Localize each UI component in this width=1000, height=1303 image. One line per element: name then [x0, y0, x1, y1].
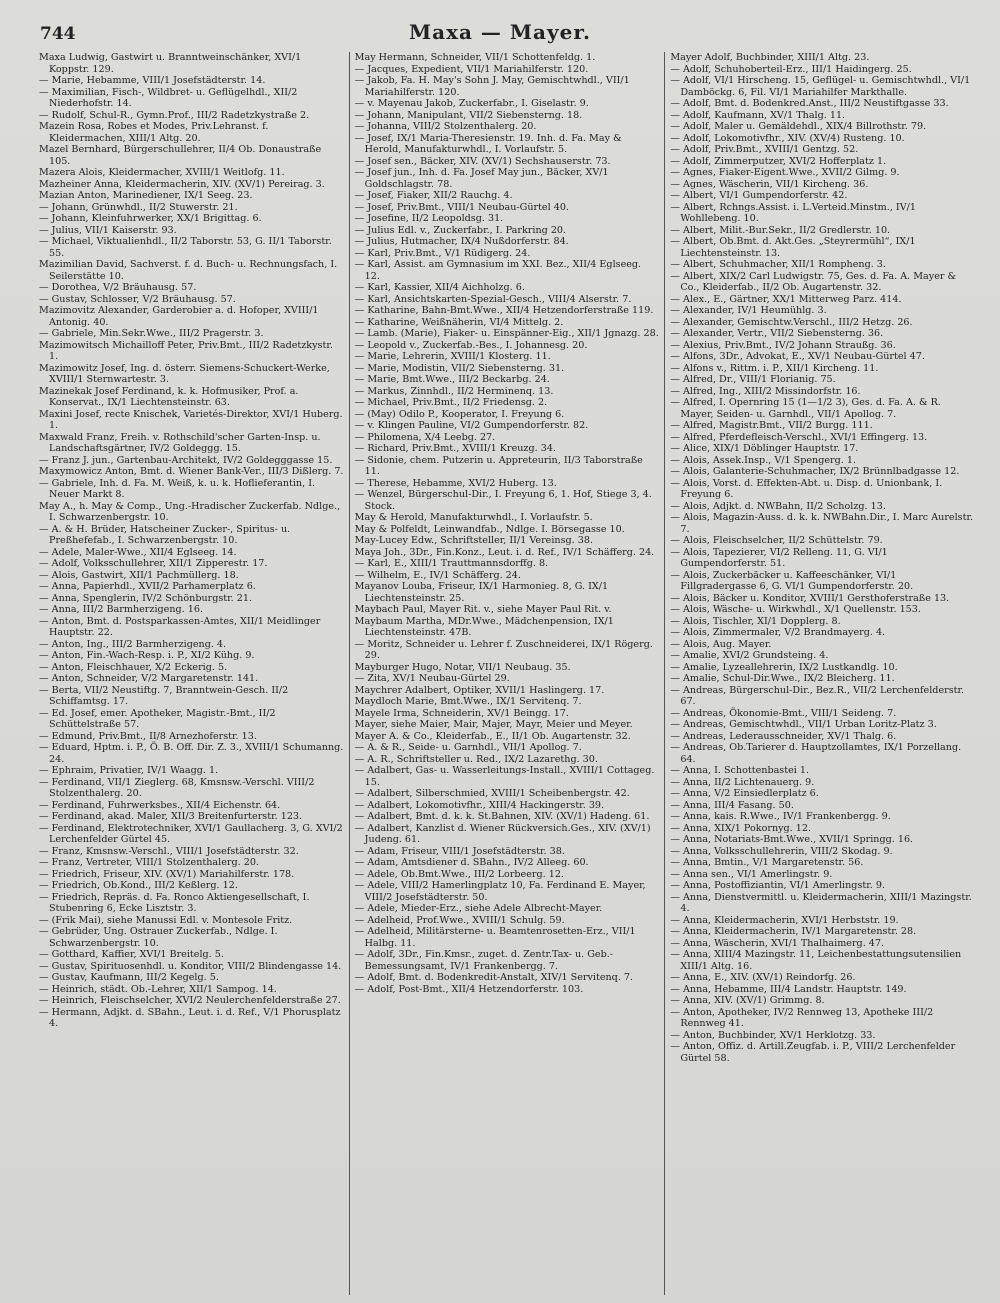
directory-entry: — Anna, I. Schottenbastei 1. [670, 765, 810, 776]
directory-entry: — Adolf, 3Dr., Fin.Kmsr., zuget. d. Zentr.Tax- u. Geb.-Bemessungsamt, IV/1 Frankenbergg. 7. [354, 949, 613, 972]
directory-entry: Mazel Bernhard, Bürgerschullehrer, II/4 Ob. Donaustraße 105. [39, 144, 322, 167]
directory-entry: — Adele, Maler-Wwe., XII/4 Eglseeg. 14. [39, 546, 237, 558]
directory-entry: — A. R., Schriftsteller u. Red., IX/2 Lazarethg. 30. [354, 753, 598, 765]
directory-entry: Mazimovitz Alexander, Garderobier a. d. Hofoper, XVIII/1 Antonig. 40. [39, 305, 319, 328]
directory-entry: Mayer, siehe Maier, Mair, Majer, Mayr, Meier und Meyer. [354, 719, 633, 730]
directory-entry: Maychrer Adalbert, Optiker, XVII/1 Haslingerg. 17. [354, 684, 605, 696]
directory-entry: — Anna, Kleidermacherin, IV/1 Margaretenstr. 28. [670, 926, 917, 937]
directory-entry: — Josef, IX/1 Maria-Theresienstr. 19. Inh. d. Fa. May & Herold, Manufakturwhdl., I. Vorlaufstr. 5. [354, 132, 622, 155]
directory-entry: — Adele, Mieder-Erz., siehe Adele Albrecht-Mayer. [354, 903, 603, 914]
directory-entry: — Albert, Schuhmacher, XII/1 Rompheng. 3. [670, 259, 886, 270]
directory-entry: — Anna, Volksschullehrerin, VIII/2 Skodag. 9. [670, 845, 893, 857]
directory-entry: — Anton, Fin.-Wach-Resp. i. P., XI/2 Kühg. 9. [39, 650, 255, 661]
directory-entry: — Andreas, Gemischtwhdl., VII/1 Urban Loritz-Platz 3. [670, 719, 937, 730]
directory-entry: — Michael, Priv.Bmt., II/2 Friedensg. 2. [354, 397, 548, 408]
directory-entry: — Amalie, XVI/2 Grundsteing. 4. [670, 650, 829, 661]
directory-entry: — Alex., E., Gärtner, XX/1 Mitterweg Parz. 414. [670, 293, 902, 305]
directory-entry: — Franz, Vertreter, VIII/1 Stolzenthalerg. 20. [39, 857, 259, 868]
directory-entry: — Moritz, Schneider u. Lehrer f. Zuschneiderei, IX/1 Rögerg. 29. [354, 638, 653, 661]
directory-entry: — Katharine, Weißnäherin, VI/4 Mittelg. 2. [354, 316, 564, 328]
directory-entry: — Anna, XIX/1 Pokornyg. 12. [670, 822, 812, 834]
directory-entry: — Alois, Adjkt. d. NWBahn, II/2 Scholzg. 13. [670, 500, 886, 512]
directory-entry: — Alois, Gastwirt, XII/1 Pachmüllerg. 18. [39, 569, 239, 581]
directory-entry: Maxymowicz Anton, Bmt. d. Wiener Bank-Ver., III/3 Dißlerg. 7. [39, 466, 344, 477]
directory-entry: — Adele, VIII/2 Hamerlingplatz 10, Fa. Ferdinand E. Mayer, VIII/2 Josefstädterstr. 50. [354, 880, 646, 903]
directory-entry: — Heinrich, städt. Ob.-Lehrer, XII/1 Sampog. 14. [39, 983, 277, 995]
column-3 [665, 52, 980, 1295]
directory-entry: — Alois, Fleischselcher, II/2 Schüttelstr. 79. [670, 535, 883, 546]
directory-entry: — Karl, E., XIII/1 Trauttmannsdorffg. 8. [354, 558, 549, 569]
directory-entry: — Alexander, Gemischtw.Verschl., III/2 Hetzg. 26. [670, 316, 913, 328]
directory-entry: — Johanna, VIII/2 Stolzenthalerg. 20. [354, 121, 537, 132]
directory-entry: — Anna, V/2 Einsiedlerplatz 6. [670, 788, 819, 799]
directory-entry: — Johann, Kleinfuhrwerker, XX/1 Brigittag. 6. [39, 213, 262, 224]
directory-entry: Mayer A. & Co., Kleiderfab., E., II/1 Ob. Augartenstr. 32. [354, 730, 631, 742]
directory-entry: — Katharine, Bahn-Bmt.Wwe., XII/4 Hetzendorferstraße 119. [354, 305, 654, 316]
directory-entry: — Anna, Notariats-Bmt.Wwe., XVII/1 Springg. 16. [670, 834, 914, 845]
directory-entry: — Alois, Tapezierer, VI/2 Relleng. 11, G. VI/1 Gumpendorferstr. 51. [670, 546, 888, 569]
directory-entry: — Amalie, Lyzeallehrerin, IX/2 Lustkandlg. 10. [670, 661, 898, 673]
directory-entry: — Alfons, 3Dr., Advokat, E., XV/1 Neubau-Gürtel 47. [670, 351, 925, 362]
directory-entry: — Franz, Kmsnsw.-Verschl., VIII/1 Josefstädterstr. 32. [39, 845, 299, 857]
directory-entry: — Alois, Galanterie-Schuhmacher, IX/2 Brünnlbadgasse 12. [670, 466, 960, 477]
directory-entry: — Ed. Josef, emer. Apotheker, Magistr.-Bmt., II/2 Schüttelstraße 57. [39, 707, 276, 730]
directory-entry: — Adolf, Volksschullehrer, XII/1 Zipperestr. 17. [39, 558, 268, 569]
directory-entry: — Alois, Zuckerbäcker u. Kaffeeschänker, VI/1 Fillgradergasse 6, G. VI/1 Gumpendorferstr. 20. [670, 569, 914, 592]
directory-entry: — Alois, Magazin-Auss. d. k. k. NWBahn.Dir., I. Marc Aurelstr. 7. [670, 512, 974, 535]
directory-entry: — Anna sen., VI/1 Amerlingstr. 9. [670, 868, 833, 880]
directory-entry: Mayanov Louba, Friseur, IX/1 Harmonieg. 8, G. IX/1 Liechtensteinstr. 25. [354, 581, 609, 604]
directory-entry: — Karl, Priv.Bmt., V/1 Rüdigerg. 24. [354, 247, 531, 259]
directory-entry: — Jakob, Fa. H. May's Sohn J. May, Gemischtwhdl., VII/1 Mariahilferstr. 120. [354, 75, 630, 98]
directory-entry: — Wilhelm, E., IV/1 Schäfferg. 24. [354, 569, 521, 581]
directory-entry: — Anna, Dienstvermittl. u. Kleidermacherin, XIII/1 Mazingstr. 4. [670, 891, 972, 914]
directory-entry: — Adam, Amtsdiener d. SBahn., IV/2 Alleeg. 60. [354, 857, 589, 868]
directory-entry: — Anna, Bmtin., V/1 Margaretenstr. 56. [670, 857, 864, 868]
directory-entry: — Gotthard, Kaffier, XVI/1 Breitelg. 5. [39, 949, 224, 960]
directory-entry: — Anna, XIII/4 Mazingstr. 11, Leichenbestattungsutensilien XIII/1 Altg. 16. [670, 949, 962, 972]
directory-entry: May-Lucey Edw., Schriftsteller, II/1 Vereinsg. 38. [354, 535, 594, 546]
page-header [0, 0, 1000, 46]
directory-entry: — Adolf, Priv.Bmt., XVIII/1 Gentzg. 52. [670, 144, 859, 155]
directory-entry: — Alois, Zimmermaler, V/2 Brandmayerg. 4. [670, 627, 886, 638]
column-2 [350, 52, 666, 1295]
directory-entry: — Gabriele, Min.Sekr.Wwe., III/2 Pragerstr. 3. [39, 328, 264, 339]
directory-entry: Mazein Rosa, Robes et Modes, Priv.Lehranst. f. Kleidermachen, XIII/1 Altg. 20. [39, 121, 269, 144]
directory-entry: — v. Mayenau Jakob, Zuckerfabr., I. Giselastr. 9. [354, 98, 589, 109]
directory-entry: — v. Klingen Pauline, VI/2 Gumpendorferstr. 82. [354, 420, 589, 431]
directory-entry: — Alois, Tischler, XI/1 Dopplerg. 8. [670, 615, 841, 627]
directory-entry: Mazimilian David, Sachverst. f. d. Buch- u. Rechnungsfach, I. Seilerstätte 10. [39, 259, 338, 282]
directory-entry: — Adelheid, Prof.Wwe., XVIII/1 Schulg. 59. [354, 914, 565, 926]
directory-entry: — Agnes, Wäscherin, VII/1 Kircheng. 36. [670, 178, 869, 190]
directory-entry: — Josef, Fiaker, XII/2 Rauchg. 4. [354, 190, 513, 201]
directory-entry: — Adalbert, Lokomotivfhr., XIII/4 Hackingerstr. 39. [354, 799, 605, 811]
directory-entry: — Adolf, Post-Bmt., XII/4 Hetzendorferstr. 103. [354, 983, 584, 995]
directory-entry: Maya Joh., 3Dr., Fin.Konz., Leut. i. d. Ref., IV/1 Schäfferg. 24. [354, 546, 655, 558]
directory-entry: — Eduard, Hptm. i. P., Ö. B. Off. Dir. Z. 3., XVIII/1 Schumanng. 24. [39, 742, 344, 765]
running-head: Maxa — Mayer. [408, 20, 591, 44]
directory-entry: — Alice, XIX/1 Döblinger Hauptstr. 17. [670, 443, 859, 454]
directory-entry: — Adalbert, Silberschmied, XVIII/1 Scheibenbergstr. 42. [354, 788, 630, 799]
directory-entry: — Lamb. (Marie), Fiaker- u. Einspänner-Eig., XII/1 Jgnazg. 28. [354, 328, 659, 339]
directory-entry: — Anna, E., XIV. (XV/1) Reindorfg. 26. [670, 972, 856, 983]
directory-entry: — Dorothea, V/2 Bräuhausg. 57. [39, 282, 197, 293]
directory-entry: — Ferdinand, VII/1 Zieglerg. 68, Kmsnsw.-Verschl. VIII/2 Stolzenthalerg. 20. [39, 776, 315, 799]
directory-entry: — Anna, Wäscherin, XVI/1 Thalhaimerg. 47. [670, 937, 885, 949]
directory-entry: — Karl, Ansichtskarten-Spezial-Gesch., VIII/4 Alserstr. 7. [354, 293, 632, 305]
directory-entry: — Julius, Hutmacher, IX/4 Nußdorferstr. 84. [354, 236, 569, 247]
directory-entry: — Anna, II/2 Lichtenauerg. 9. [670, 776, 815, 788]
directory-entry: Mayburger Hugo, Notar, VII/1 Neubaug. 35. [354, 661, 571, 673]
directory-entry: Mazimowitz Josef, Ing. d. österr. Siemens-Schuckert-Werke, XVIII/1 Sternwartestr. 3. [39, 362, 330, 385]
directory-entry: — Gebrüder, Ung. Ostrauer Zuckerfab., Ndlge. I. Schwarzenbergstr. 10. [39, 926, 278, 949]
directory-entry: — Rudolf, Schul-R., Gymn.Prof., III/2 Radetzkystraße 2. [39, 109, 310, 121]
column-1 [34, 52, 350, 1295]
directory-entry: — Ferdinand, Elektrotechniker, XVI/1 Gaullacherg. 3, G. XVI/2 Lerchenfelder Gürtel 45. [39, 822, 343, 845]
directory-entry: — Agnes, Fiaker-Eigent.Wwe., XVII/2 Gilmg. 9. [670, 167, 900, 178]
page-number: 744 [40, 24, 76, 44]
directory-entry: — Julius Edl. v., Zuckerfabr., I. Parkring 20. [354, 224, 567, 236]
directory-entry: — Franz J. jun., Gartenbau-Architekt, IV/2 Goldegggasse 15. [39, 454, 333, 466]
directory-entry: — Leopold v., Zuckerfab.-Bes., I. Johannesg. 20. [354, 339, 588, 351]
directory-entry: — Alexander, IV/1 Heumühlg. 3. [670, 305, 827, 316]
directory-entry: — Gabriele, Inh. d. Fa. M. Weiß, k. u. k. Hoflieferantin, I. Neuer Markt 8. [39, 477, 316, 500]
directory-entry: — Alfred, Dr., VIII/1 Florianig. 75. [670, 374, 836, 385]
directory-entry: — Ephraim, Privatier, IV/1 Waagg. 1. [39, 765, 219, 776]
directory-entry: — Josef jun., Inh. d. Fa. Josef May jun., Bäcker, XV/1 Goldschlagstr. 78. [354, 167, 609, 190]
directory-entry: — Andreas, Ob.Tarierer d. Hauptzollamtes, IX/1 Porzellang. 64. [670, 742, 962, 765]
directory-entry: Mayer Adolf, Buchbinder, XIII/1 Altg. 23. [670, 52, 870, 63]
directory-entry: Maxwald Franz, Freih. v. Rothschild'scher Garten-Insp. u. Landschaftsgärtner, IV/2 Goldeggg. 15. [39, 431, 321, 454]
directory-entry: — Alois, Assek.Insp., V/1 Spengerg. 1. [670, 454, 857, 466]
directory-entry: — Adolf, Schuhoberteil-Erz., III/1 Haidingerg. 25. [670, 63, 912, 75]
directory-entry: — Adam, Friseur, VIII/1 Josefstädterstr. 38. [354, 845, 565, 857]
directory-entry: — Alois, Vorst. d. Effekten-Abt. u. Disp. d. Unionbank, I. Freyung 6. [670, 477, 943, 500]
directory-entry: — Anna, XIV. (XV/1) Grimmg. 8. [670, 995, 825, 1006]
directory-entry: — Alfred, I. Opernring 15 (1—1/2 3), Ges. d. Fa. A. & R. Mayer, Seiden- u. Garnhdl., VII/1 Apollog. 7. [670, 397, 941, 420]
directory-entry: — Adolf, Lokomotivfhr., XIV. (XV/4) Rusteng. 10. [670, 132, 905, 144]
directory-entry: — Markus, Zinnhdl., II/2 Herminenq. 13. [354, 385, 554, 397]
directory-entry: — Friedrich, Repräs. d. Fa. Ronco Aktiengesellschaft, I. Stubenring 6, Ecke Lisztstr. 3. [39, 891, 310, 914]
directory-entry: — Wenzel, Bürgerschul-Dir., I. Freyung 6, 1. Hof, Stiege 3, 4. Stock. [354, 489, 652, 512]
directory-entry: — Anton, Offiz. d. Artill.Zeugfab. i. P., VIII/2 Lerchenfelder Gürtel 58. [670, 1041, 956, 1064]
directory-entry: — Hermann, Adjkt. d. SBahn., Leut. i. d. Ref., V/1 Phorusplatz 4. [39, 1006, 341, 1029]
directory-entry: — Amalie, Schul-Dir.Wwe., IX/2 Bleicherg. 11. [670, 673, 895, 684]
directory-entry: — Adele, Ob.Bmt.Wwe., III/2 Lorbeerg. 12. [354, 868, 564, 880]
directory-entry: Mazheiner Anna, Kleidermacherin, XIV. (XV/1) Pereirag. 3. [39, 178, 325, 190]
directory-entry: Maybach Paul, Mayer Rit. v., siehe Mayer Paul Rit. v. [354, 604, 612, 615]
directory-entry: — Anton, Bmt. d. Postsparkassen-Amtes, XII/1 Meidlinger Hauptstr. 22. [39, 615, 321, 638]
directory-entry: — Anna, III/4 Fasang. 50. [670, 799, 794, 811]
directory-entry: — Adolf, VI/1 Hirscheng. 15, Geflügel- u. Gemischtwhdl., VI/1 Damböckg. 6, Fil. VI/1 Mariahilfer Markthalle. [670, 75, 971, 98]
directory-entry: — Therese, Hebamme, XVI/2 Huberg. 13. [354, 477, 557, 489]
directory-entry: — Albert, Rchngs.Assist. i. L.Verteid.Minstm., IV/1 Wohllebeng. 10. [670, 201, 916, 224]
directory-entry: — Andreas, Ökonomie-Bmt., VIII/1 Seideng. 7. [670, 707, 897, 719]
directory-entry: — Anna, kais. R.Wwe., IV/1 Frankenbergg. 9. [670, 811, 891, 822]
directory-entry: — Adolf, Zimmerputzer, XVI/2 Hofferplatz 1. [670, 155, 887, 167]
directory-entry: — Alois, Aug. Mayer. [670, 638, 772, 650]
directory-entry: — Adolf, Kaufmann, XV/1 Thalg. 11. [670, 109, 846, 121]
directory-entry: — Marie, Bmt.Wwe., III/2 Beckarbg. 24. [354, 374, 550, 385]
directory-entry: — Sidonie, chem. Putzerin u. Appreteurin, II/3 Taborstraße 11. [354, 454, 643, 477]
directory-entry: — Anton, Ing., III/2 Barmherzigeng. 4. [39, 638, 227, 650]
directory-entry: — Andreas, Lederausschneider, XV/1 Thalg. 6. [670, 730, 897, 742]
directory-entry: — Adalbert, Kanzlist d. Wiener Rückversich.Ges., XIV. (XV/1) Judeng. 61. [354, 822, 651, 845]
directory-entry: — A. & H. Brüder, Hatscheiner Zucker-, Spiritus- u. Preßhefefab., I. Schwarzenbergstr. 10. [39, 523, 291, 546]
directory-entry: — Johann, Grünwhdl., II/2 Stuwerstr. 21. [39, 201, 238, 213]
directory-entry: — Gustav, Schlosser, V/2 Bräuhausg. 57. [39, 293, 236, 305]
directory-entry: May Hermann, Schneider, VII/1 Schottenfeldg. 1. [354, 52, 596, 63]
directory-entry: — Josef sen., Bäcker, XIV. (XV/1) Sechshauserstr. 73. [354, 155, 611, 167]
directory-entry: — Johann, Manipulant, VII/2 Siebensterng. 18. [354, 109, 583, 121]
directory-entry: May & Herold, Manufakturwhdl., I. Vorlaufstr. 5. [354, 512, 593, 523]
directory-entry: — Gustav, Kaufmann, III/2 Kegelg. 5. [39, 972, 219, 983]
directory-entry: — Jacques, Expedient, VII/1 Mariahilferstr. 120. [354, 63, 589, 75]
directory-entry: — Anna, Kleidermacherin, XVI/1 Herbststr. 19. [670, 914, 899, 926]
directory-entry: Maxini Josef, recte Knischek, Varietés-Direktor, XVI/1 Huberg. 1. [39, 408, 343, 431]
directory-entry: — Adalbert, Bmt. d. k. k. St.Bahnen, XIV. (XV/1) Hadeng. 61. [354, 811, 650, 822]
directory-entry: — Adolf, Bmt. d. Bodenkred.Anst., III/2 Neustiftgasse 33. [670, 98, 949, 109]
directory-entry: — Albert, VI/1 Gumpendorferstr. 42. [670, 190, 848, 201]
directory-entry: — (May) Odilo P., Kooperator, I. Freyung 6. [354, 408, 565, 420]
directory-entry: — Ferdinand, akad. Maler, XII/3 Breitenfurterstr. 123. [39, 811, 303, 822]
directory-entry: — Alois, Wäsche- u. Wirkwhdl., X/1 Quellenstr. 153. [670, 604, 921, 615]
directory-entry: — Marie, Hebamme, VIII/1 Josefstädterstr. 14. [39, 75, 266, 86]
directory-entry: — Adolf, Bmt. d. Bodenkredit-Anstalt, XIV/1 Servitenq. 7. [354, 972, 634, 983]
directory-entry: — Anton, Fleischhauer, X/2 Eckerig. 5. [39, 661, 228, 673]
directory-entry: Mazian Anton, Marinediener, IX/1 Seeg. 23. [39, 190, 253, 201]
directory-entry: — Anton, Apotheker, IV/2 Rennweg 13, Apotheke III/2 Rennweg 41. [670, 1006, 934, 1029]
directory-entry: — Adolf, Maler u. Gemäldehdl., XIX/4 Billrothstr. 79. [670, 121, 927, 132]
directory-entry: — Karl, Assist. am Gymnasium im XXI. Bez., XII/4 Eglseeg. 12. [354, 259, 642, 282]
columns [34, 52, 980, 1295]
directory-entry: — Philomena, X/4 Leebg. 27. [354, 431, 496, 443]
directory-entry: — Anna, Hebamme, III/4 Landstr. Hauptstr. 149. [670, 983, 907, 995]
directory-entry: — Alexius, Priv.Bmt., IV/2 Johann Straußg. 36. [670, 339, 896, 351]
directory-entry: — Josefine, II/2 Leopoldsg. 31. [354, 213, 504, 224]
directory-entry: — Alfons v., Rittm. i. P., XII/1 Kircheng. 11. [670, 362, 879, 374]
directory-entry: — Heinrich, Fleischselcher, XVI/2 Neulerchenfelderstraße 27. [39, 995, 341, 1006]
directory-entry: — Friedrich, Friseur, XIV. (XV/1) Mariahilferstr. 178. [39, 868, 295, 880]
directory-entry: — Anna, III/2 Barmherzigeng. 16. [39, 604, 204, 615]
directory-entry: Maydloch Marie, Bmt.Wwe., IX/1 Servitenq. 7. [354, 696, 582, 707]
directory-entry: — Josef, Priv.Bmt., VIII/1 Neubau-Gürtel 40. [354, 201, 569, 213]
directory-entry: — Alexander, Vertr., VII/2 Siebensterng. 36. [670, 328, 884, 339]
directory-entry: — Anton, Schneider, V/2 Margaretenstr. 141. [39, 673, 259, 684]
directory-entry: May & Polfeldt, Leinwandfab., Ndlge. I. Börsegasse 10. [354, 523, 625, 535]
directory-entry: — Andreas, Bürgerschul-Dir., Bez.R., VII/2 Lerchenfelderstr. 67. [670, 684, 965, 707]
directory-entry: — Edmund, Priv.Bmt., II/8 Arnezhoferstr. 13. [39, 730, 257, 742]
directory-entry: — Albert, XIX/2 Carl Ludwigstr. 75, Ges. d. Fa. A. Mayer & Co., Kleiderfab., II/2 Ob. Augartenstr. 32. [670, 270, 957, 293]
directory-entry: — Maximilian, Fisch-, Wildbret- u. Geflügelhdl., XII/2 Niederhofstr. 14. [39, 86, 298, 109]
directory-entry: — Michael, Viktualienhdl., II/2 Taborstr. 53, G. II/1 Taborstr. 55. [39, 236, 332, 259]
directory-entry: — Zita, XV/1 Neubau-Gürtel 29. [354, 673, 510, 684]
directory-entry: — Alfred, Ing., XIII/2 Missindorfstr. 16. [670, 385, 861, 397]
directory-entry: Mazimowitsch Michailloff Peter, Priv.Bmt., III/2 Radetzkystr. 1. [39, 339, 333, 362]
directory-entry: — Albert, Ob.Bmt. d. Akt.Ges. „Steyrermühl“, IX/1 Liechtensteinstr. 13. [670, 236, 916, 259]
directory-entry: — Adelheid, Militärsterne- u. Beamtenrosetten-Erz., VII/1 Halbg. 11. [354, 926, 636, 949]
directory-entry: — A. & R., Seide- u. Garnhdl., VII/1 Apollog. 7. [354, 742, 582, 753]
directory-entry: — Alois, Bäcker u. Konditor, XVIII/1 Gersthoferstraße 13. [670, 592, 950, 604]
directory-entry: — Karl, Kassier, XII/4 Aichholzg. 6. [354, 282, 525, 293]
directory-entry: — Gustav, Spirituosenhdl. u. Konditor, VIII/2 Blindengasse 14. [39, 960, 342, 972]
directory-entry: — Adalbert, Gas- u. Wasserleitungs-Install., XVIII/1 Cottageg. 15. [354, 765, 655, 788]
directory-entry: Mayele Irma, Schneiderin, XV/1 Beingg. 17. [354, 707, 569, 719]
directory-entry: — Albert, Milit.-Bur.Sekr., II/2 Gredlerstr. 10. [670, 224, 891, 236]
directory-entry: — Alfred, Pferdefleisch-Verschl., XVI/1 Effingerg. 13. [670, 431, 928, 443]
directory-entry: — Anton, Buchbinder, XV/1 Herklotzg. 33. [670, 1029, 876, 1041]
directory-entry: — Berta, VII/2 Neustiftg. 7, Branntwein-Gesch. II/2 Schiffamtsg. 17. [39, 684, 289, 707]
directory-entry: — Julius, VII/1 Kaiserstr. 93. [39, 224, 177, 236]
directory-entry: — Friedrich, Ob.Kond., III/2 Keßlerg. 12. [39, 880, 238, 891]
directory-entry: — (Frik Mai), siehe Manussi Edl. v. Montesole Fritz. [39, 914, 293, 926]
directory-entry: — Anna, Spenglerin, IV/2 Schönburgstr. 21. [39, 592, 253, 604]
directory-entry: Maxa Ludwig, Gastwirt u. Branntweinschänker, XVI/1 Koppstr. 129. [39, 52, 302, 75]
directory-entry: — Anna, Papierhdl., XVII/2 Parhamerplatz 6. [39, 581, 256, 592]
directory-entry: — Ferdinand, Fuhrwerksbes., XII/4 Eichenstr. 64. [39, 799, 281, 811]
directory-entry: May A., h. May & Comp., Ung.-Hradischer Zuckerfab. Ndlge., I. Schwarzenbergstr. 10. [39, 500, 341, 523]
directory-entry: — Marie, Lehrerin, XVIII/1 Klosterg. 11. [354, 351, 551, 362]
directory-entry: — Alfred, Magistr.Bmt., VII/2 Burgg. 111. [670, 420, 873, 431]
directory-entry: Maybaum Martha, MDr.Wwe., Mädchenpension, IX/1 Liechtensteinstr. 47B. [354, 615, 614, 638]
directory-entry: Mazinekak Josef Ferdinand, k. k. Hofmusiker, Prof. a. Konservat., IX/1 Liechtensteinstr. 63. [39, 385, 299, 408]
directory-entry: — Anna, Postoffiziantin, VI/1 Amerlingstr. 9. [670, 880, 886, 891]
directory-entry: Mazera Alois, Kleidermacher, XVIII/1 Weitlofg. 11. [39, 167, 285, 178]
directory-entry: — Marie, Modistin, VII/2 Siebensterng. 31. [354, 362, 565, 374]
directory-entry: — Richard, Priv.Bmt., XVIII/1 Kreuzg. 34. [354, 443, 556, 454]
